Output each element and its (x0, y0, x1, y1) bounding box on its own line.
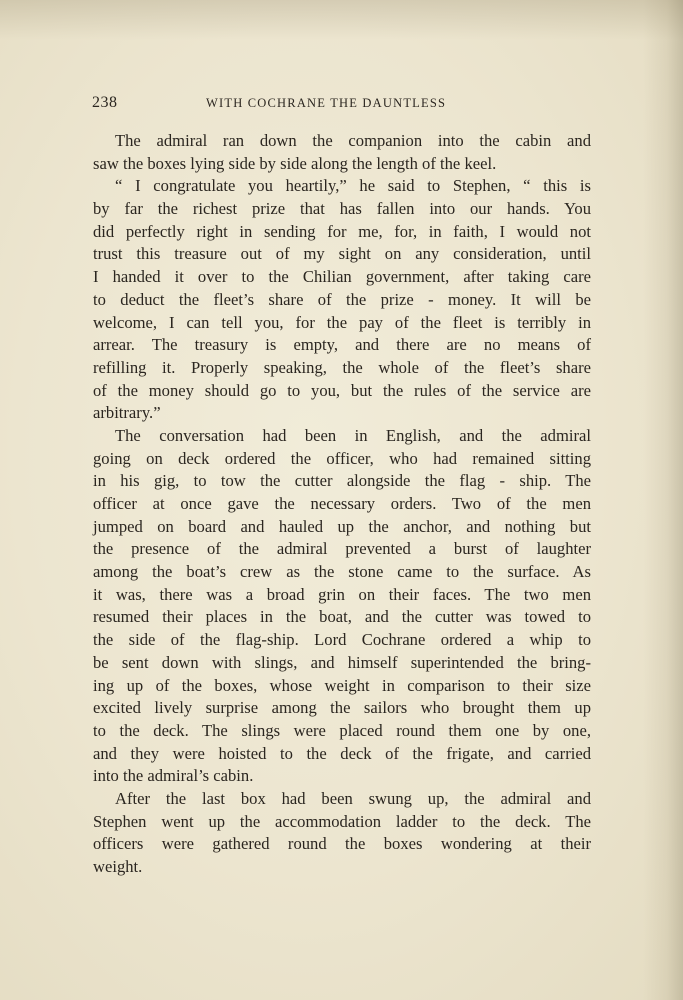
page-edge-shadow (643, 0, 683, 1000)
text-line: arbitrary.” (93, 403, 161, 423)
text-line: the presence of the admiral prevented a burst of laughter (93, 539, 591, 559)
text-line: did perfectly right in sending for me, for, in faith, I would not (93, 221, 591, 241)
text-line: weight. (93, 857, 143, 876)
text-line: officers were gathered round the boxes wondering at their (93, 834, 591, 854)
text-line: jumped on board and hauled up the anchor, and nothing but (93, 516, 591, 536)
body-text (93, 130, 591, 879)
text-line: by far the richest prize that has fallen into our hands. You (93, 199, 591, 219)
text-line: to deduct the fleet’s share of the prize - money. It will be (93, 289, 591, 309)
text-line: refilling it. Properly speaking, the whole of the fleet’s share (93, 357, 591, 377)
text-line: arrear. The treasury is empty, and there are no means of (93, 335, 591, 355)
text-line: welcome, I can tell you, for the pay of the fleet is terribly in (93, 312, 591, 332)
text-line: officer at once gave the necessary orders. Two of the men (93, 494, 591, 513)
text-line: ing up of the boxes, whose weight in comparison to their size (93, 675, 591, 695)
text-line: Stephen went up the accommodation ladder to the deck. The (93, 811, 591, 831)
text-line: trust this treasure out of my sight on any consideration, until (93, 244, 591, 264)
text-line: The admiral ran down the companion into the cabin and (115, 131, 591, 150)
text-line: in his gig, to tow the cutter alongside the flag - ship. The (93, 471, 591, 491)
text-line: the side of the flag-ship. Lord Cochrane ordered a whip to (93, 630, 591, 650)
text-line: and they were hoisted to the deck of the frigate, and carried (93, 743, 591, 763)
text-line: going on deck ordered the officer, who had remained sitting (93, 448, 591, 468)
text-line: resumed their places in the boat, and the cutter was towed to (93, 607, 591, 627)
running-title: WITH COCHRANE THE DAUNTLESS (206, 96, 447, 110)
page-number: 238 (92, 94, 118, 111)
text-line: to the deck. The slings were placed round them one by one, (93, 720, 591, 740)
text-line: among the boat’s crew as the stone came to the surface. As (93, 562, 591, 582)
text-line: “ I congratulate you heartily,” he said to Stephen, “ this is (115, 176, 591, 196)
running-head (92, 94, 592, 114)
page-top-shadow (0, 0, 683, 40)
text-line: saw the boxes lying side by side along the length of the keel. (93, 153, 497, 173)
text-line: After the last box had been swung up, the admiral and (115, 788, 591, 808)
text-line: I handed it over to the Chilian government, after taking care (93, 267, 591, 287)
text-line: into the admiral’s cabin. (93, 766, 254, 786)
text-line: it was, there was a broad grin on their faces. The two men (93, 584, 591, 604)
text-line: of the money should go to you, but the rules of the service are (93, 380, 591, 400)
text-line: The conversation had been in English, and the admiral (115, 425, 591, 445)
text-line: be sent down with slings, and himself superintended the bring- (93, 652, 591, 672)
text-line: excited lively surprise among the sailors who brought them up (93, 698, 591, 718)
